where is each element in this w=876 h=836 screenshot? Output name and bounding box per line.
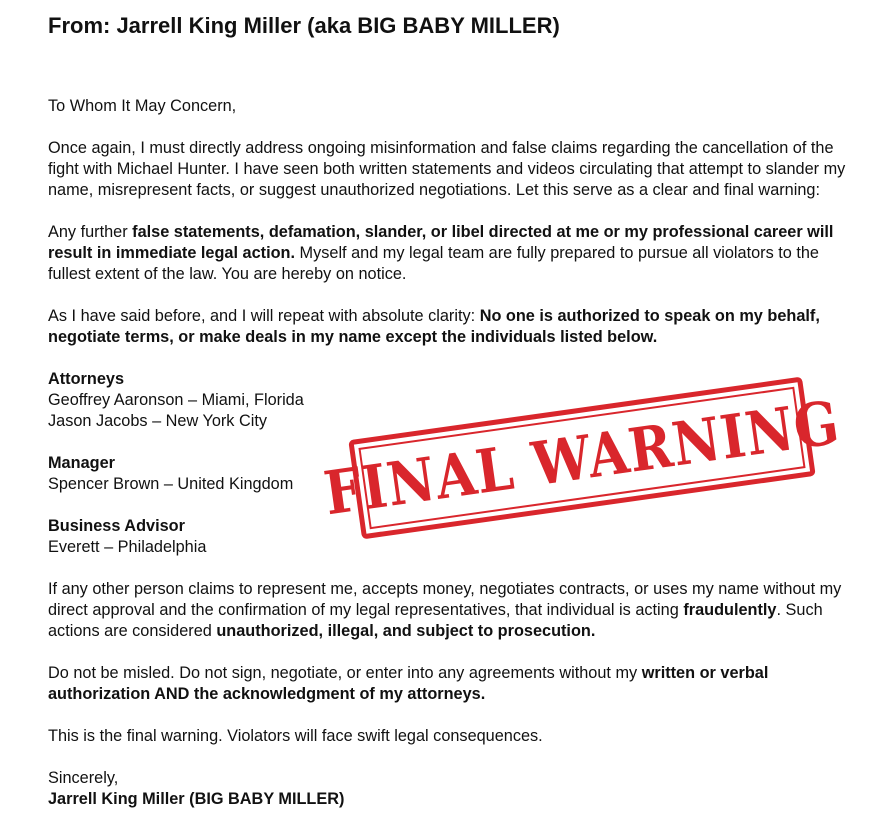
contact-line: Geoffrey Aaronson – Miami, Florida [48, 391, 304, 409]
text: Myself and my legal team are fully prepared to pursue all violators to the fullest extent of the law. You are hereby on notice. [48, 244, 819, 283]
salutation: To Whom It May Concern, [48, 97, 237, 115]
bold-text: fraudulently [683, 601, 777, 619]
stamp-text: FINAL WARNING [320, 387, 844, 529]
text: If any other person claims to represent me, accepts money, negotiates contracts, or uses my name without my direct approval and the confirmation of my legal representatives, that individual is acting [48, 580, 842, 619]
contact-heading: Attorneys [48, 370, 124, 388]
closing [48, 768, 848, 810]
contact-heading: Business Advisor [48, 517, 185, 535]
paragraph-fraud [48, 579, 848, 642]
text: Any further [48, 223, 133, 241]
paragraph-do-not-be-misled [48, 663, 848, 705]
paragraph-final-warning: This is the final warning. Violators will face swift legal consequences. [48, 727, 543, 745]
signature: Jarrell King Miller (BIG BABY MILLER) [48, 790, 345, 808]
bold-text: written or verbal authorization AND the acknowledgment of my attorneys. [48, 664, 769, 703]
contact-line: Jason Jacobs – New York City [48, 412, 268, 430]
bold-text: No one is authorized to speak on my behalf, negotiate terms, or make deals in my name except the individuals listed below. [48, 307, 820, 346]
contact-heading: Manager [48, 454, 115, 472]
paragraph-authorization [48, 306, 848, 348]
closing-text: Sincerely, [48, 769, 119, 787]
text: . Such actions are considered [48, 601, 823, 640]
text: Do not be misled. Do not sign, negotiate, or enter into any agreements without my [48, 664, 642, 682]
contact-line: Everett – Philadelphia [48, 538, 207, 556]
letter-title: From: Jarrell King Miller (aka BIG BABY MILLER) [48, 13, 560, 38]
text: As I have said before, and I will repeat with absolute clarity: [48, 307, 480, 325]
contact-line: Spencer Brown – United Kingdom [48, 475, 294, 493]
paragraph-legal-action [48, 222, 848, 285]
bold-text: false statements, defamation, slander, or libel directed at me or my professional career will result in immediate legal action. [48, 223, 834, 262]
paragraph-misinformation: Once again, I must directly address ongoing misinformation and false claims regarding the cancellation of the fight with Michael Hunter. I have seen both written statements and videos circulating that attempt to slander my name, misrepresent facts, or suggest unauthorized negotiations. Let this serve as a clear and final warning: [48, 139, 846, 199]
bold-text: unauthorized, illegal, and subject to prosecution. [216, 622, 596, 640]
